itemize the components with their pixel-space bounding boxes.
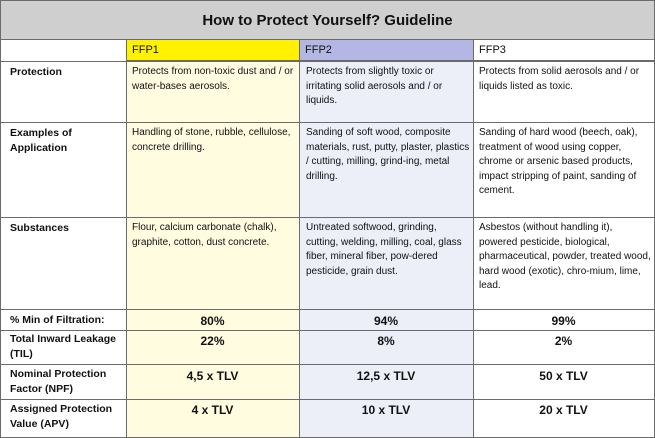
cell-substances-ffp2: Untreated softwood, grinding, cutting, welding, milling, coal, glass fiber, mineral fiber, pow-dered pesticide, grain dust.	[306, 222, 462, 277]
divider	[1, 330, 654, 331]
cell-npf-ffp2: 12,5 x TLV	[356, 369, 416, 383]
cell-filtration-ffp2: 94%	[373, 314, 399, 328]
row-label-examples: Examples of Application	[10, 127, 72, 154]
row-label-til: Total Inward Leakage (TIL)	[10, 333, 116, 360]
cell-protection-ffp1: Protects from non-toxic dust and / or water-bases aerosols.	[132, 66, 294, 92]
cell-til-ffp3: 2%	[554, 334, 573, 348]
cell-substances-ffp3: Asbestos (without handling it), powered pesticide, biological, pharmaceutical, powder, treated wood, hard wood (exotic), chro-mium, lime, lead.	[479, 222, 651, 291]
header-ffp2: FFP2	[299, 40, 473, 61]
cell-substances-ffp1: Flour, calcium carbonate (chalk), graphite, cotton, dust concrete.	[132, 222, 277, 248]
row-label-apv: Assigned Protection Value (APV)	[10, 403, 113, 430]
divider	[1, 309, 654, 310]
cell-apv-ffp3: 20 x TLV	[539, 403, 588, 417]
cell-examples-ffp2: Sanding of soft wood, composite materials, rust, putty, plaster, plastics / cutting, milling, grind-ing, metal drilling.	[306, 127, 470, 182]
row-label-npf: Nominal Protection Factor (NPF)	[10, 368, 107, 395]
cell-apv-ffp2: 10 x TLV	[361, 403, 411, 417]
divider	[1, 399, 654, 400]
cell-apv-ffp1: 4 x TLV	[191, 403, 234, 417]
cell-protection-ffp3: Protects from solid aerosols and / or liquids listed as toxic.	[479, 66, 640, 92]
divider	[1, 122, 654, 123]
cell-filtration-ffp1: 80%	[200, 314, 225, 328]
header-ffp1: FFP1	[126, 40, 299, 61]
cell-npf-ffp1: 4,5 x TLV	[186, 369, 239, 383]
cell-protection-ffp2: Protects from slightly toxic or irritating solid aerosols and / or liquids.	[306, 66, 443, 106]
table-title: How to Protect Yourself? Guideline	[1, 1, 654, 40]
cell-examples-ffp1: Handling of stone, rubble, cellulose, concrete drilling.	[132, 127, 291, 153]
cell-npf-ffp3: 50 x TLV	[539, 369, 588, 383]
divider	[1, 364, 654, 365]
row-label-filtration: % Min of Filtration:	[10, 314, 105, 326]
row-label-substances: Substances	[10, 222, 69, 234]
header-ffp3: FFP3	[473, 40, 654, 61]
row-label-protection: Protection	[10, 66, 62, 78]
cell-filtration-ffp3: 99%	[551, 314, 576, 328]
cell-til-ffp2: 8%	[377, 334, 395, 348]
divider	[1, 61, 654, 62]
cell-examples-ffp3: Sanding of hard wood (beech, oak), treatment of wood using copper, chrome or arsenic based products, impact stripping of paint, sanding of cement.	[479, 127, 638, 196]
divider	[1, 217, 654, 218]
cell-til-ffp1: 22%	[200, 334, 225, 348]
